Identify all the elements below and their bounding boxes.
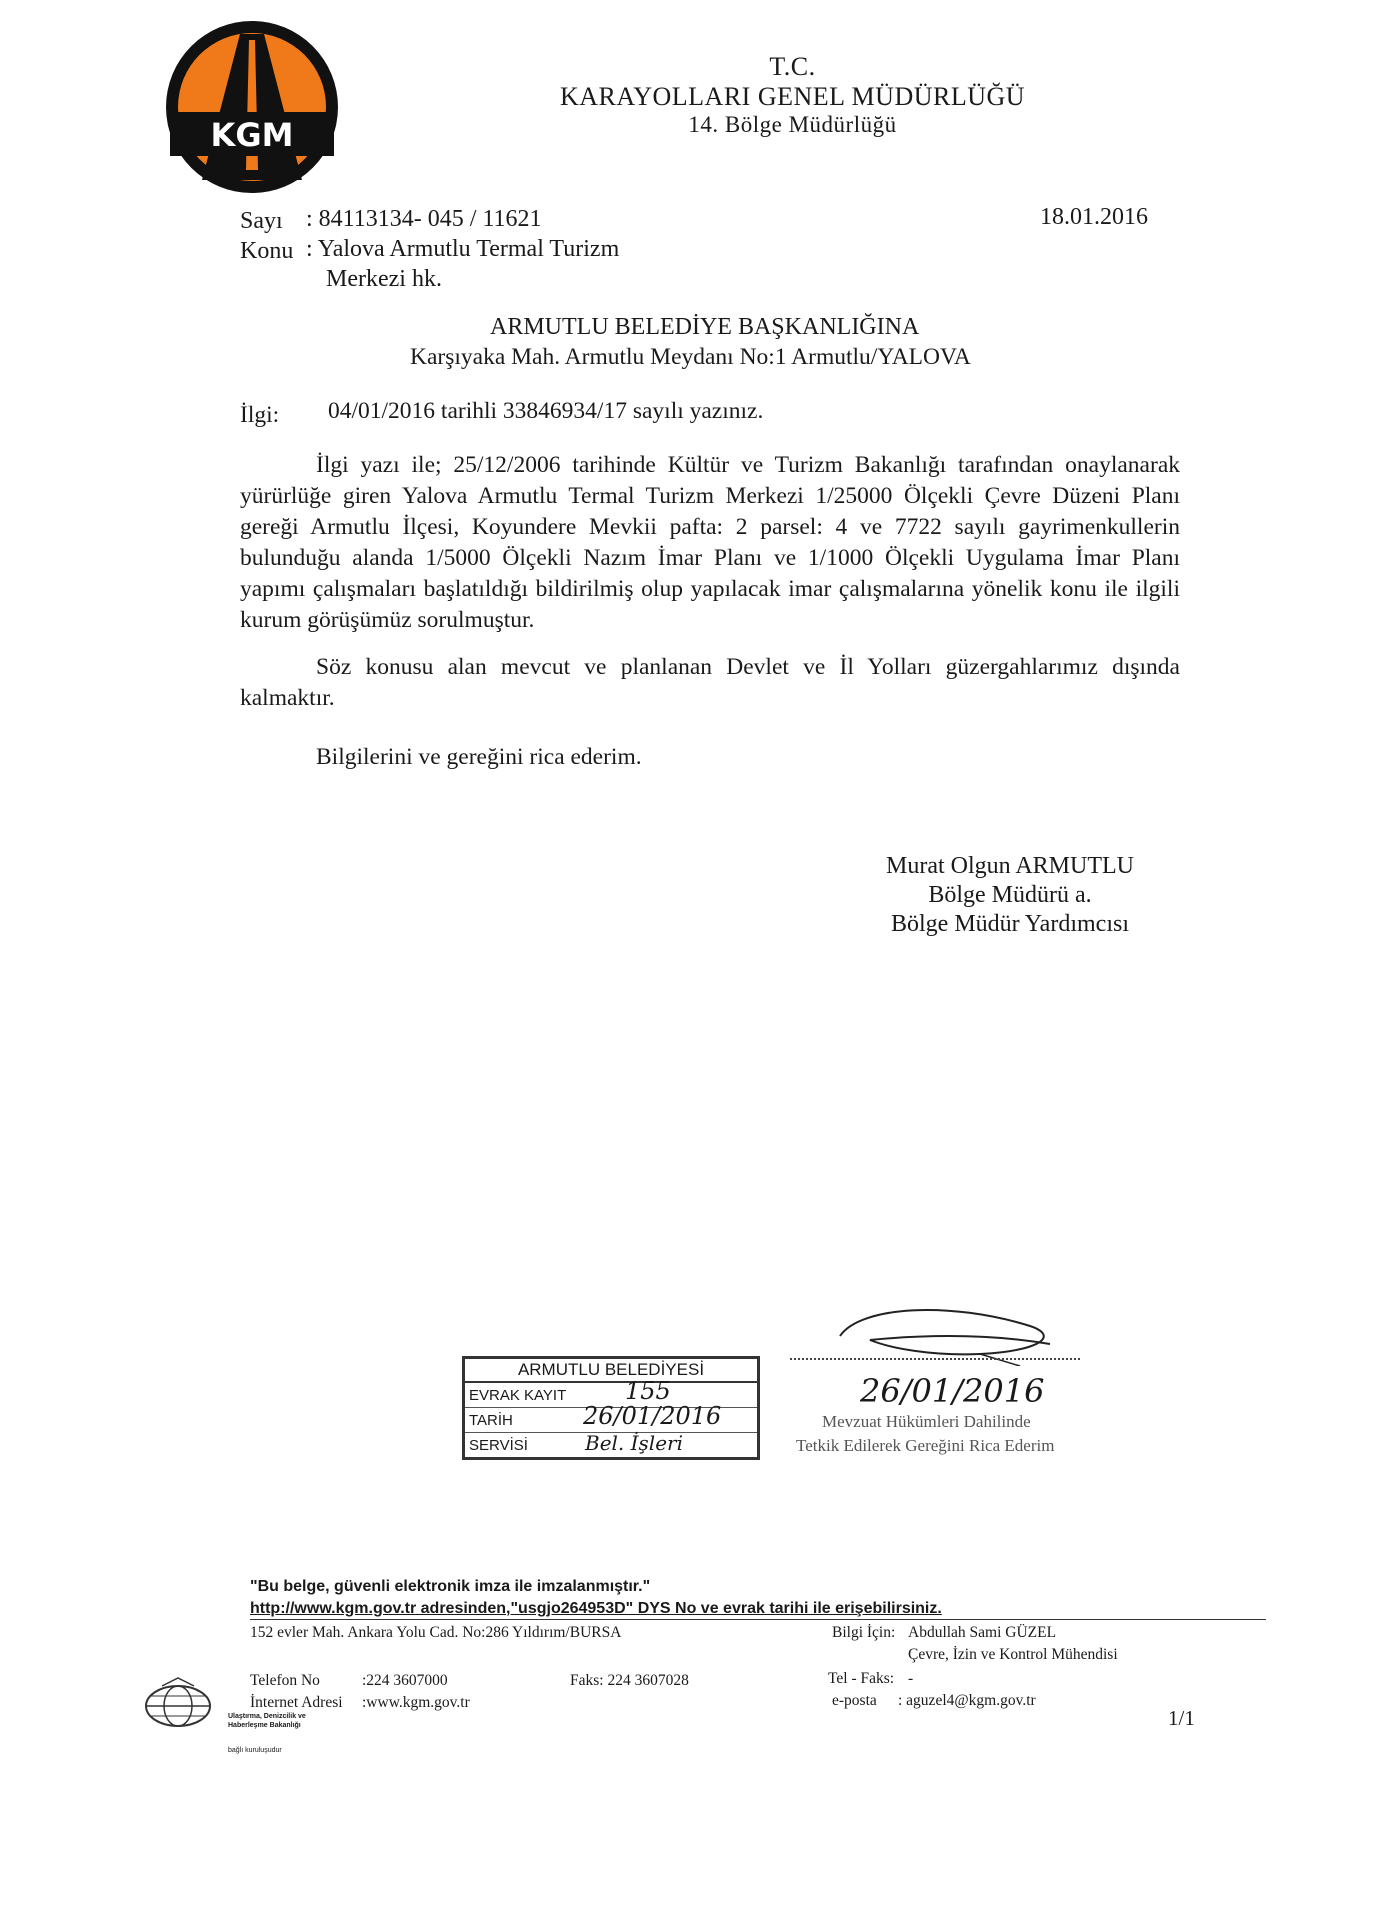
stamp-row (465, 1433, 757, 1457)
internet-value[interactable]: :www.kgm.gov.tr (362, 1694, 470, 1711)
stamp-value: 26/01/2016 (583, 1402, 722, 1430)
header-org: KARAYOLLARI GENEL MÜDÜRLÜĞÜ (559, 82, 1026, 111)
stamp-label: SERVİSİ (469, 1437, 528, 1454)
ilgi-value: 04/01/2016 tarihli 33846934/17 sayılı yazınız. (328, 398, 764, 424)
konu-value: : Yalova Armutlu Termal Turizm (306, 236, 620, 262)
annotation-line-1: Mevzuat Hükümleri Dahilinde (822, 1412, 1031, 1431)
stamp-row (465, 1402, 757, 1433)
ministry-line-3: bağlı kuruluşudur (228, 1747, 282, 1754)
bilgi-label: Bilgi İçin: (832, 1624, 896, 1641)
header-tc: T.C. (769, 52, 816, 81)
sayi-label: Sayı (240, 208, 283, 234)
eposta-value[interactable]: : aguzel4@kgm.gov.tr (898, 1692, 1036, 1709)
recipient-address: Karşıyaka Mah. Armutlu Meydanı No:1 Armutlu/YALOVA (410, 344, 971, 370)
header-region: 14. Bölge Müdürlüğü (688, 112, 897, 137)
stamp-header: ARMUTLU BELEDİYESİ (465, 1359, 757, 1383)
body-paragraph-2: Söz konusu alan mevcut ve planlanan Devlet ve İl Yolları güzergahlarımız dışında kalmaktır. (240, 654, 1180, 711)
signatory-name: Murat Olgun ARMUTLU (886, 853, 1134, 879)
stamp-label: EVRAK KAYIT (469, 1387, 567, 1404)
telefon-label: Telefon No (250, 1672, 320, 1689)
logo-text: KGM (210, 116, 294, 154)
sayi-value: : 84113134- 045 / 11621 (306, 206, 542, 232)
signatory-title-2: Bölge Müdür Yardımcısı (890, 911, 1129, 937)
ministry-name (228, 1712, 306, 1730)
stamp-value: Bel. İşleri (585, 1431, 683, 1455)
page-number: 1/1 (1168, 1706, 1195, 1730)
internet-label: İnternet Adresi (250, 1694, 343, 1711)
annotation-date: 26/01/2016 (860, 1372, 1045, 1410)
registration-stamp (462, 1356, 760, 1460)
esign-url[interactable]: http://www.kgm.gov.tr adresinden,"usgjo264953D" DYS No ve evrak tarihi ile erişebilirsiniz. (250, 1600, 942, 1617)
signatory-block (800, 852, 1220, 939)
telefon-value: :224 3607000 (362, 1672, 448, 1689)
esign-notice: "Bu belge, güvenli elektronik imza ile imzalanmıştır." (250, 1578, 651, 1595)
stamp-label: TARİH (469, 1412, 513, 1429)
konu-value-2: Merkezi hk. (326, 266, 442, 292)
bilgi-name: Abdullah Sami GÜZEL (908, 1624, 1057, 1641)
annotation-line-2: Tetkik Edilerek Gereğini Rica Ederim (796, 1436, 1055, 1455)
footer-rule (250, 1619, 1266, 1620)
recipient-name: ARMUTLU BELEDİYE BAŞKANLIĞINA (490, 314, 920, 340)
faks-number: Faks: 224 3607028 (570, 1672, 689, 1689)
annotation-rule (790, 1358, 1080, 1360)
body-paragraph-1: İlgi yazı ile; 25/12/2006 tarihinde Kültür ve Turizm Bakanlığı tarafından onaylanarak yürürlüğe giren Yalova Armutlu Termal Turizm Merkezi 1/25000 Ölçekli Çevre Düzeni Planı gereği Armutlu İlçesi, Koyundere Mevkii pafta: 2 parsel: 4 ve 7722 sayılı gayrimenkullerin bulunduğu alanda 1/5000 Ölçekli Nazım İmar Planı ve 1/1000 Ölçekli Uygulama İmar Planı yapımı çalışmaları başlatıldığı bildirilmiş olup yapılacak imar çalışmalarına yönelik konu ile ilgili kurum görüşümüz sorulmuştur. (240, 452, 1180, 633)
letter-date: 18.01.2016 (1040, 204, 1148, 230)
konu-label: Konu (240, 238, 294, 264)
telfaks-label: Tel - Faks: (828, 1670, 895, 1687)
telfaks-value: - (908, 1670, 914, 1687)
eposta-label: e-posta (832, 1692, 877, 1709)
body-paragraph-3: Bilgilerini ve gereğini rica ederim. (316, 744, 642, 770)
ministry-line-1: Ulaştırma, Denizcilik ve (228, 1713, 306, 1720)
ilgi-label: İlgi: (240, 402, 280, 428)
stamp-value: 155 (625, 1377, 671, 1405)
bilgi-title: Çevre, İzin ve Kontrol Mühendisi (908, 1646, 1118, 1663)
ministry-line-2: Haberleşme Bakanlığı (228, 1722, 301, 1729)
footer-address: 152 evler Mah. Ankara Yolu Cad. No:286 Yıldırım/BURSA (250, 1624, 622, 1641)
ministry-globe-icon (142, 1676, 214, 1737)
signatory-title-1: Bölge Müdürü a. (928, 882, 1092, 908)
